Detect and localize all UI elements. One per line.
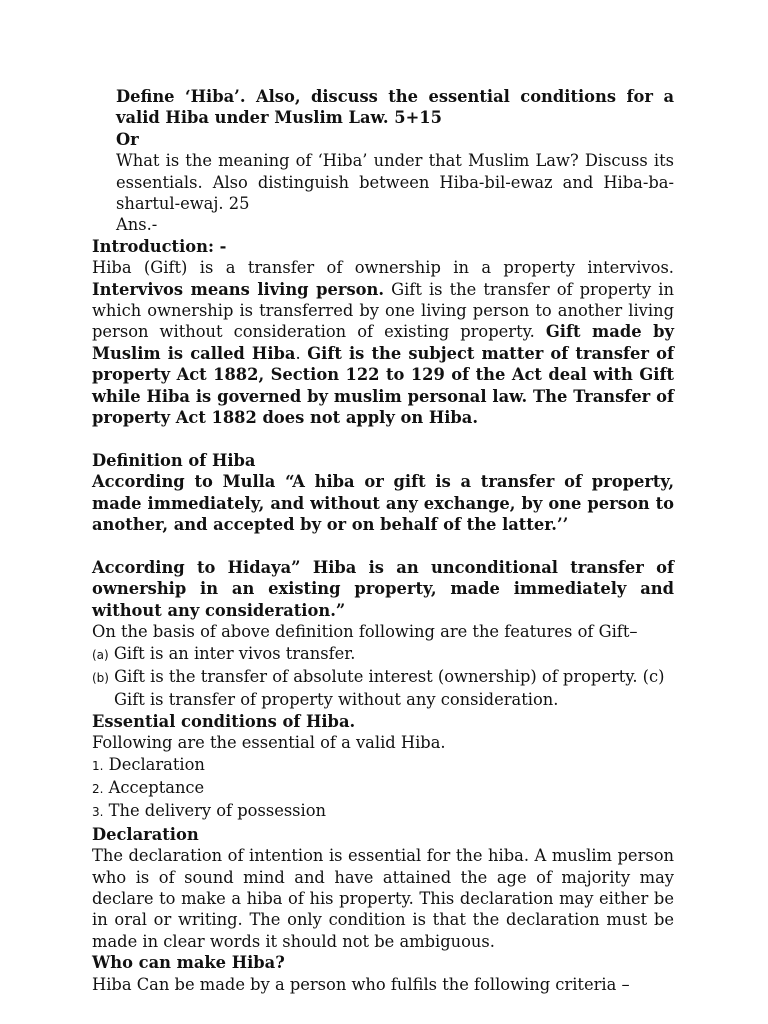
intro-heading: Introduction: - xyxy=(92,236,227,256)
or-label: Or xyxy=(116,129,139,149)
hidaya-definition: According to Hidaya” Hiba is an unconditional transfer of ownership in an existing property, made immediately and without any consideration.” xyxy=(92,557,674,620)
intro-paragraph xyxy=(92,257,674,428)
intro-bold-1: Intervivos means living person. xyxy=(92,279,384,299)
item-marker: 2. xyxy=(92,781,104,796)
intro-text-3: . xyxy=(295,343,308,363)
answer-label: Ans.- xyxy=(116,215,158,235)
item-text: Acceptance xyxy=(108,777,205,797)
features-lead: On the basis of above definition following are the features of Gift– xyxy=(92,622,638,642)
essential-item xyxy=(92,777,674,800)
declaration-heading: Declaration xyxy=(92,824,199,844)
essentials-heading: Essential conditions of Hiba. xyxy=(92,711,356,731)
essential-item xyxy=(92,754,674,777)
item-text: Declaration xyxy=(108,754,205,774)
feature-text: Gift is an inter vivos transfer. xyxy=(113,643,356,663)
essentials-lead: Following are the essential of a valid Hiba. xyxy=(92,733,446,753)
feature-a xyxy=(92,643,674,666)
intro-bold-3: Gift is the subject matter of transfer of property Act 1882, Section 122 to 129 of the Act deal with Gift while Hiba is governed by muslim personal law. The Transfer of property Act 1882 does not apply on Hiba. xyxy=(92,343,674,428)
who-heading: Who can make Hiba? xyxy=(92,953,285,973)
question-block xyxy=(116,86,674,236)
item-marker: 1. xyxy=(92,758,104,773)
question-two: What is the meaning of ‘Hiba’ under that Muslim Law? Discuss its essentials. Also distinguish between Hiba-bil-ewaz and Hiba-ba-shartul-ewaj. 25 xyxy=(116,151,674,214)
spacer xyxy=(92,536,674,557)
document-body xyxy=(92,86,674,995)
question-one: Define ‘Hiba’. Also, discuss the essential conditions for a valid Hiba under Muslim Law. 5+15 xyxy=(116,87,674,128)
essential-item xyxy=(92,800,674,823)
mulla-definition: According to Mulla “A hiba or gift is a transfer of property, made immediately, and without any exchange, by one person to another, and accepted by or on behalf of the latter.’’ xyxy=(92,472,674,535)
feature-marker: (a) xyxy=(92,647,109,662)
feature-c: Gift is transfer of property without any consideration. xyxy=(114,690,559,710)
intro-bold-2: Gift made by Muslim is called Hiba xyxy=(92,322,674,363)
intro-text-2: Gift is the transfer of property in which ownership is transferred by one living person to another living person without consideration of existing property. xyxy=(92,279,674,342)
feature-text: Gift is the transfer of absolute interest (ownership) of property. (c) xyxy=(114,666,665,686)
intro-text-1: Hiba (Gift) is a transfer of ownership in a property intervivos. xyxy=(92,258,674,278)
definition-heading: Definition of Hiba xyxy=(92,450,256,470)
who-paragraph: Hiba Can be made by a person who fulfils the following criteria – xyxy=(92,974,630,994)
item-text: The delivery of possession xyxy=(108,801,327,821)
declaration-paragraph: The declaration of intention is essential for the hiba. A muslim person who is of sound mind and have attained the age of majority may declare to make a hiba of his property. This declaration may either be in oral or writing. The only condition is that the declaration must be made in clear words it should not be ambiguous. xyxy=(92,846,674,951)
item-marker: 3. xyxy=(92,805,104,820)
spacer xyxy=(92,429,674,450)
feature-b xyxy=(92,666,674,689)
feature-marker: (b) xyxy=(92,670,109,685)
